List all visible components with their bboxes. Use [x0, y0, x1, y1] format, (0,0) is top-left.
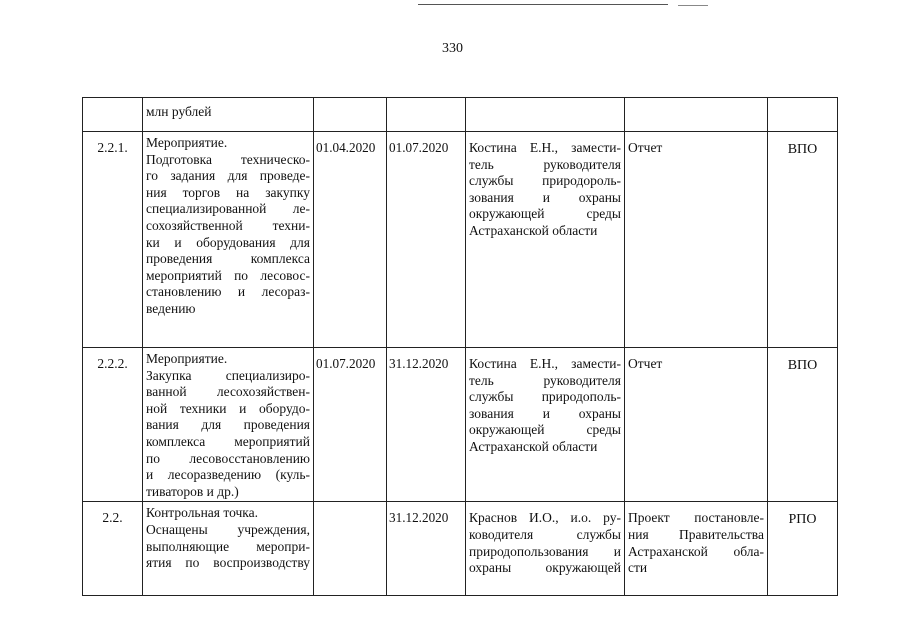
plan-table	[82, 97, 838, 596]
text-line: комплекса мероприятий	[146, 433, 310, 449]
text-line: службы природопoль-	[469, 389, 621, 405]
table-row	[83, 348, 838, 502]
text-line: Контрольная точка.	[146, 505, 259, 521]
table-row	[83, 132, 838, 348]
text-line: Закупка специализиро-	[146, 367, 310, 383]
text-line: Мероприятие.	[146, 351, 228, 366]
responsible-person	[466, 348, 625, 502]
text-line: Подготовка техническо-	[146, 151, 310, 167]
responsible-person	[466, 502, 625, 596]
activity-name	[143, 132, 314, 348]
scan-artifact-line	[678, 5, 708, 6]
text-line: Астраханской области	[469, 222, 598, 238]
end-date: 31.12.2020	[387, 502, 466, 596]
text-line: природопользования и	[469, 543, 621, 559]
text-line: мероприятий по лесовос-	[146, 267, 310, 283]
text-line: ния торгов на закупку	[146, 184, 310, 200]
text-line: ной техники и оборудо-	[146, 400, 310, 416]
table-cell	[83, 98, 143, 132]
text-line: проведения комплекса	[146, 251, 310, 267]
table-cell	[625, 98, 768, 132]
responsible-person	[466, 132, 625, 348]
start-date: 01.07.2020	[314, 348, 387, 502]
table-cell	[466, 98, 625, 132]
text-line: становлению и лесораз-	[146, 284, 310, 300]
text-line: тиваторов и др.)	[146, 483, 239, 499]
text-line: по лесовосстановлению	[146, 450, 310, 466]
scan-artifact-line	[418, 4, 668, 5]
text-line: сохозяйственной техни-	[146, 217, 310, 233]
text-line: Костина Е.Н., замести-	[469, 356, 621, 371]
text-line: окружающей среды	[469, 206, 621, 222]
text-line: го задания для проведе-	[146, 168, 310, 184]
start-date	[314, 502, 387, 596]
text-line: Астраханской области	[469, 438, 598, 454]
text-line: Костина Е.Н., замести-	[469, 140, 621, 155]
text-line: Оснащены учреждения,	[146, 521, 310, 537]
result-document	[625, 502, 768, 596]
table-cell	[314, 98, 387, 132]
result-document: Отчет	[625, 348, 768, 502]
text-line: ванной лесохозяйствен-	[146, 384, 310, 400]
text-line: специализированной ле-	[146, 201, 310, 217]
activity-name	[143, 502, 314, 596]
text-line: ководителя службы	[469, 526, 621, 542]
page-number: 330	[442, 41, 463, 56]
text-line: сти	[628, 560, 648, 576]
text-line: вания для проведения	[146, 417, 310, 433]
text-line: службы природopoль-	[469, 173, 621, 189]
result-document: Отчет	[625, 132, 768, 348]
text-line: зования и охраны	[469, 189, 621, 205]
text-line: ведению	[146, 300, 196, 316]
table-cell	[768, 98, 838, 132]
responsibility-code: ВПО	[768, 132, 838, 348]
table-cell-unit: млн рублей	[143, 98, 314, 132]
row-number: 2.2.1.	[83, 132, 143, 348]
text-line: Краснов И.О., и.о. ру-	[469, 510, 621, 526]
table-header-continuation-row	[83, 98, 838, 132]
row-number: 2.2.	[83, 502, 143, 596]
responsibility-code: ВПО	[768, 348, 838, 502]
end-date: 31.12.2020	[387, 348, 466, 502]
text-line: ки и оборудования для	[146, 234, 310, 250]
text-line: Астраханской обла-	[628, 543, 764, 559]
text-line: и лесоразведению (куль-	[146, 467, 310, 483]
text-line: тель руководителя	[469, 156, 621, 172]
end-date: 01.07.2020	[387, 132, 466, 348]
table-cell	[387, 98, 466, 132]
text-line: ния Правительства	[628, 526, 764, 542]
text-line: тель руководителя	[469, 372, 621, 388]
text-line: выполняющие меропри-	[146, 538, 310, 554]
row-number: 2.2.2.	[83, 348, 143, 502]
responsibility-code: РПО	[768, 502, 838, 596]
start-date: 01.04.2020	[314, 132, 387, 348]
text-line: охраны окружающей	[469, 560, 621, 576]
text-line: окружающей среды	[469, 422, 621, 438]
text-line: зования и охраны	[469, 405, 621, 421]
activity-name	[143, 348, 314, 502]
text-line: ятия по воспроизводству	[146, 555, 310, 571]
text-line: Проект постановле-	[628, 510, 764, 526]
text-line: Мероприятие.	[146, 135, 228, 150]
table-row	[83, 502, 838, 596]
